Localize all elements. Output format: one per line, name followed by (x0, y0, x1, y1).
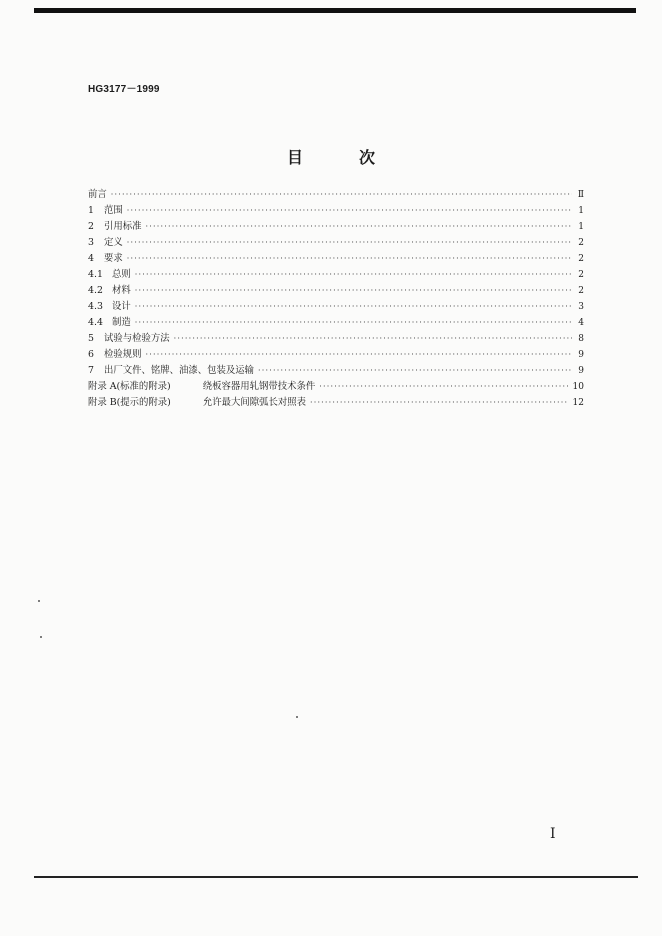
toc-entry-page: 3 (578, 302, 584, 312)
toc-entry-page: 2 (578, 238, 584, 248)
scan-speck (38, 600, 40, 602)
leader-dots (135, 268, 572, 282)
toc-entry-3[interactable] (88, 234, 584, 250)
leader-dots (127, 204, 572, 218)
toc-entry-4-2[interactable] (88, 282, 584, 298)
leader-dots (135, 284, 572, 298)
toc-entry-page: 8 (578, 334, 584, 344)
toc-entry-label: 附录 B(提示的附录) (88, 397, 171, 408)
toc-entry-page: 1 (578, 206, 584, 216)
toc-entry-4[interactable] (88, 250, 584, 266)
leader-dots (319, 380, 568, 394)
toc-entry-subtitle: 绕板容器用轧钢带技术条件 (202, 381, 316, 392)
toc-entry-number: 2 (88, 221, 94, 232)
toc-entry-label: 要求 (104, 253, 123, 264)
toc-entry-label: 总则 (112, 269, 131, 280)
toc-entry-number: 5 (88, 333, 94, 344)
toc-entry-appendix-b[interactable] (88, 394, 584, 410)
leader-dots (135, 316, 572, 330)
toc-entry-number: 1 (88, 205, 94, 216)
toc-entry-label: 出厂文件、铭牌、油漆、包装及运输 (104, 365, 255, 376)
leader-dots (310, 396, 569, 410)
toc-entry-subtitle: 允许最大间隙弧长对照表 (202, 397, 306, 408)
toc-entry-label: 制造 (112, 317, 131, 328)
bottom-rule (34, 876, 638, 878)
title-char-1: 目 (286, 148, 303, 167)
toc-entry-label: 引用标准 (104, 221, 142, 232)
page-number: I (550, 826, 556, 842)
toc-entry-label: 试验与检验方法 (104, 333, 170, 344)
toc-entry-label: 材料 (112, 285, 131, 296)
leader-dots (111, 188, 572, 202)
leader-dots (127, 236, 572, 250)
toc-entry-number: 4.2 (88, 285, 103, 296)
toc-entry-page: 1 (578, 222, 584, 232)
toc-entry-4-1[interactable] (88, 266, 584, 282)
toc-entry-number: 3 (88, 237, 94, 248)
leader-dots (174, 332, 572, 346)
toc-entry-1[interactable] (88, 202, 584, 218)
toc-entry-page: 12 (572, 398, 584, 408)
toc-entry-6[interactable] (88, 346, 584, 362)
toc-entry-number: 4 (88, 253, 94, 264)
toc-entry-4-4[interactable] (88, 314, 584, 330)
leader-dots (127, 252, 572, 266)
toc-entry-foreword[interactable] (88, 186, 584, 202)
toc-entry-number: 6 (88, 349, 94, 360)
top-rule (34, 8, 636, 13)
toc-entry-4-3[interactable] (88, 298, 584, 314)
toc-entry-appendix-a[interactable] (88, 378, 584, 394)
scan-speck (40, 636, 42, 638)
toc-entry-label: 附录 A(标准的附录) (88, 381, 171, 392)
toc-entry-page: 9 (578, 350, 584, 360)
toc-entry-number: 7 (88, 365, 94, 376)
toc-entry-label: 检验规则 (104, 349, 142, 360)
leader-dots (146, 348, 572, 362)
toc-entry-number: 4.3 (88, 301, 103, 312)
toc-entry-number: 4.4 (88, 317, 103, 328)
toc-entry-page: 9 (578, 366, 584, 376)
leader-dots (258, 364, 572, 378)
scan-speck (296, 716, 298, 718)
document-number: HG3177－1999 (88, 84, 160, 95)
toc-title (0, 145, 662, 168)
toc-entry-page: 4 (578, 318, 584, 328)
toc-entry-label: 设计 (112, 301, 131, 312)
title-char-2: 次 (359, 148, 376, 167)
toc-entry-page: 2 (578, 270, 584, 280)
toc-entry-page: 2 (578, 286, 584, 296)
toc-entry-2[interactable] (88, 218, 584, 234)
toc-entry-label: 前言 (88, 189, 107, 200)
table-of-contents (88, 186, 584, 410)
toc-entry-page: 2 (578, 254, 584, 264)
leader-dots (135, 300, 572, 314)
toc-entry-label: 定义 (104, 237, 123, 248)
toc-entry-label: 范围 (104, 205, 123, 216)
toc-entry-page: Ⅱ (577, 190, 584, 200)
leader-dots (146, 220, 572, 234)
toc-entry-number: 4.1 (88, 269, 103, 280)
toc-entry-5[interactable] (88, 330, 584, 346)
toc-entry-7[interactable] (88, 362, 584, 378)
toc-entry-page: 10 (572, 382, 584, 392)
